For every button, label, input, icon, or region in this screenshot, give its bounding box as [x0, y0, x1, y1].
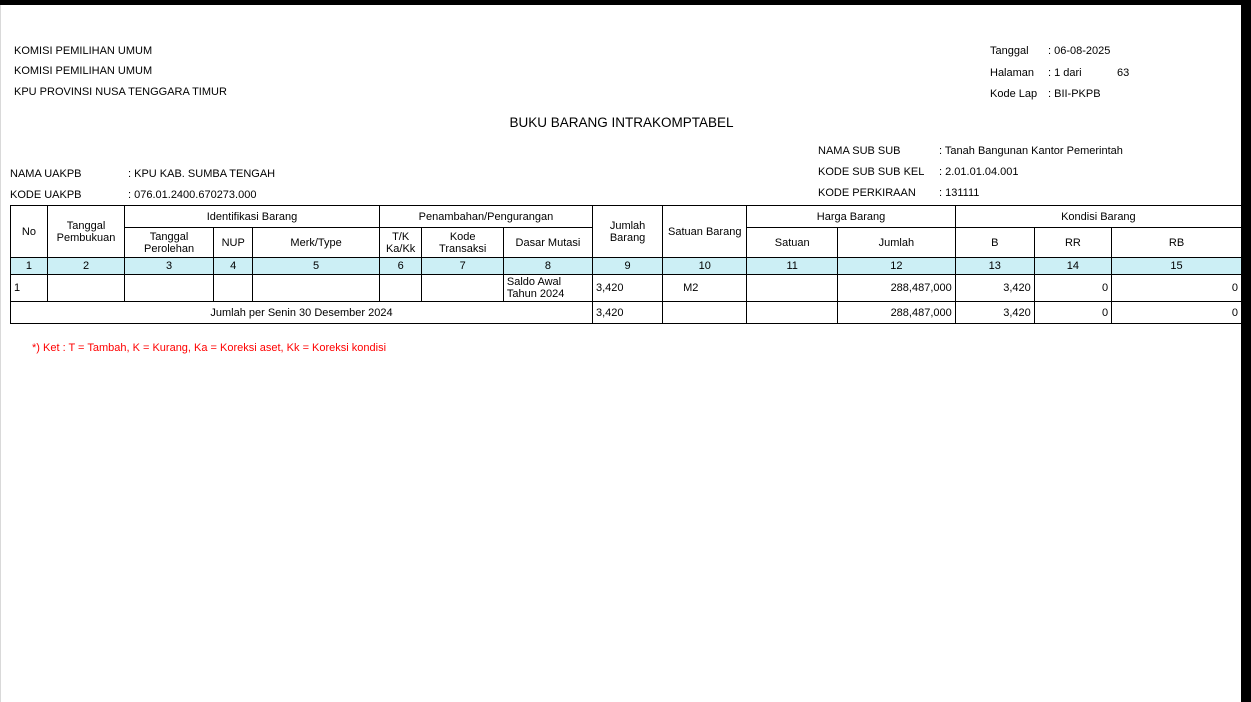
kode-perkiraan-value: : 131111 [939, 187, 980, 199]
col-number: 12 [838, 258, 956, 275]
row-nup [214, 275, 253, 302]
kode-perkiraan-label: KODE PERKIRAAN [818, 187, 916, 199]
row-jumlah-barang: 3,420 [593, 275, 663, 302]
col-number: 6 [379, 258, 422, 275]
footnote: *) Ket : T = Tambah, K = Kurang, Ka = Koreksi aset, Kk = Koreksi kondisi [32, 342, 387, 354]
col-number: 5 [253, 258, 379, 275]
header-harga-satuan: Satuan [747, 228, 838, 258]
col-number: 7 [422, 258, 503, 275]
total-harga-satuan [747, 302, 838, 324]
header-kondisi-rb: RB [1112, 228, 1242, 258]
nama-sub-sub-value: : Tanah Bangunan Kantor Pemerintah [939, 145, 1123, 157]
header-tanggal-perolehan: Tanggal Perolehan [125, 228, 214, 258]
header-dasar-mutasi: Dasar Mutasi [503, 228, 592, 258]
total-satuan-barang [663, 302, 747, 324]
column-number-row [11, 258, 1242, 275]
header-no: No [11, 206, 48, 258]
col-number: 3 [125, 258, 214, 275]
halaman-value: : 1 dari [1048, 67, 1082, 79]
nama-uakpb-label: NAMA UAKPB [10, 168, 82, 180]
header-satuan-barang: Satuan Barang [663, 206, 747, 258]
org-line-2: KOMISI PEMILIHAN UMUM [14, 65, 153, 77]
nama-uakpb-value: : KPU KAB. SUMBA TENGAH [128, 168, 276, 180]
header-kondisi-barang: Kondisi Barang [955, 206, 1241, 228]
row-kondisi-rb: 0 [1112, 275, 1242, 302]
row-tanggal-perolehan [125, 275, 214, 302]
header-harga-jumlah: Jumlah [838, 228, 956, 258]
total-kondisi-rb: 0 [1112, 302, 1242, 324]
kode-uakpb-label: KODE UAKPB [10, 189, 82, 201]
row-tanggal-pembukuan [47, 275, 124, 302]
halaman-total: 63 [1117, 67, 1130, 79]
row-merk-type [253, 275, 379, 302]
col-number: 13 [955, 258, 1034, 275]
total-harga-jumlah: 288,487,000 [838, 302, 956, 324]
kode-uakpb-value: : 076.01.2400.670273.000 [128, 189, 257, 201]
header-tk-kakk: T/K Ka/Kk [379, 228, 422, 258]
org-line-3: KPU PROVINSI NUSA TENGGARA TIMUR [14, 86, 227, 98]
header-kondisi-b: B [955, 228, 1034, 258]
total-row [11, 302, 1242, 324]
report-title: BUKU BARANG INTRAKOMPTABEL [509, 115, 734, 130]
col-number: 9 [593, 258, 663, 275]
kode-sub-sub-kel-label: KODE SUB SUB KEL [818, 166, 925, 178]
row-tk [379, 275, 422, 302]
kode-lap-value: : BII-PKPB [1048, 88, 1101, 100]
col-number: 14 [1034, 258, 1111, 275]
total-label: Jumlah per Senin 30 Desember 2024 [11, 302, 593, 324]
header-harga-barang: Harga Barang [747, 206, 955, 228]
col-number: 11 [747, 258, 838, 275]
total-kondisi-rr: 0 [1034, 302, 1111, 324]
org-line-1: KOMISI PEMILIHAN UMUM [14, 45, 153, 57]
col-number: 1 [11, 258, 48, 275]
header-kode-transaksi: Kode Transaksi [422, 228, 503, 258]
nama-sub-sub-label: NAMA SUB SUB [818, 145, 901, 157]
row-kondisi-b: 3,420 [955, 275, 1034, 302]
row-harga-jumlah: 288,487,000 [838, 275, 956, 302]
total-jumlah-barang: 3,420 [593, 302, 663, 324]
kode-lap-label: Kode Lap [990, 88, 1038, 100]
col-number: 2 [47, 258, 124, 275]
header-identifikasi-barang: Identifikasi Barang [125, 206, 380, 228]
total-kondisi-b: 3,420 [955, 302, 1034, 324]
header-nup: NUP [214, 228, 253, 258]
header-tanggal-pembukuan: Tanggal Pembukuan [47, 206, 124, 258]
tanggal-label: Tanggal [990, 45, 1029, 57]
row-harga-satuan [747, 275, 838, 302]
col-number: 8 [503, 258, 592, 275]
row-satuan-barang: M2 [663, 275, 747, 302]
halaman-label: Halaman [990, 67, 1035, 79]
tanggal-value: : 06-08-2025 [1048, 45, 1111, 57]
row-kondisi-rr: 0 [1034, 275, 1111, 302]
col-number: 10 [663, 258, 747, 275]
header-penambahan-pengurangan: Penambahan/Pengurangan [379, 206, 592, 228]
col-number: 4 [214, 258, 253, 275]
header-merk-type: Merk/Type [253, 228, 379, 258]
row-no: 1 [11, 275, 48, 302]
report-page [0, 5, 1242, 702]
header-row-1 [11, 206, 1242, 228]
header-kondisi-rr: RR [1034, 228, 1111, 258]
kode-sub-sub-kel-value: : 2.01.01.04.001 [939, 166, 1019, 178]
table-row [11, 275, 1242, 302]
col-number: 15 [1112, 258, 1242, 275]
inventory-table [10, 205, 1242, 324]
row-kode-transaksi [422, 275, 503, 302]
row-dasar-mutasi: Saldo Awal Tahun 2024 [503, 275, 592, 302]
scrollbar[interactable] [1241, 5, 1251, 702]
header-jumlah-barang: Jumlah Barang [593, 206, 663, 258]
